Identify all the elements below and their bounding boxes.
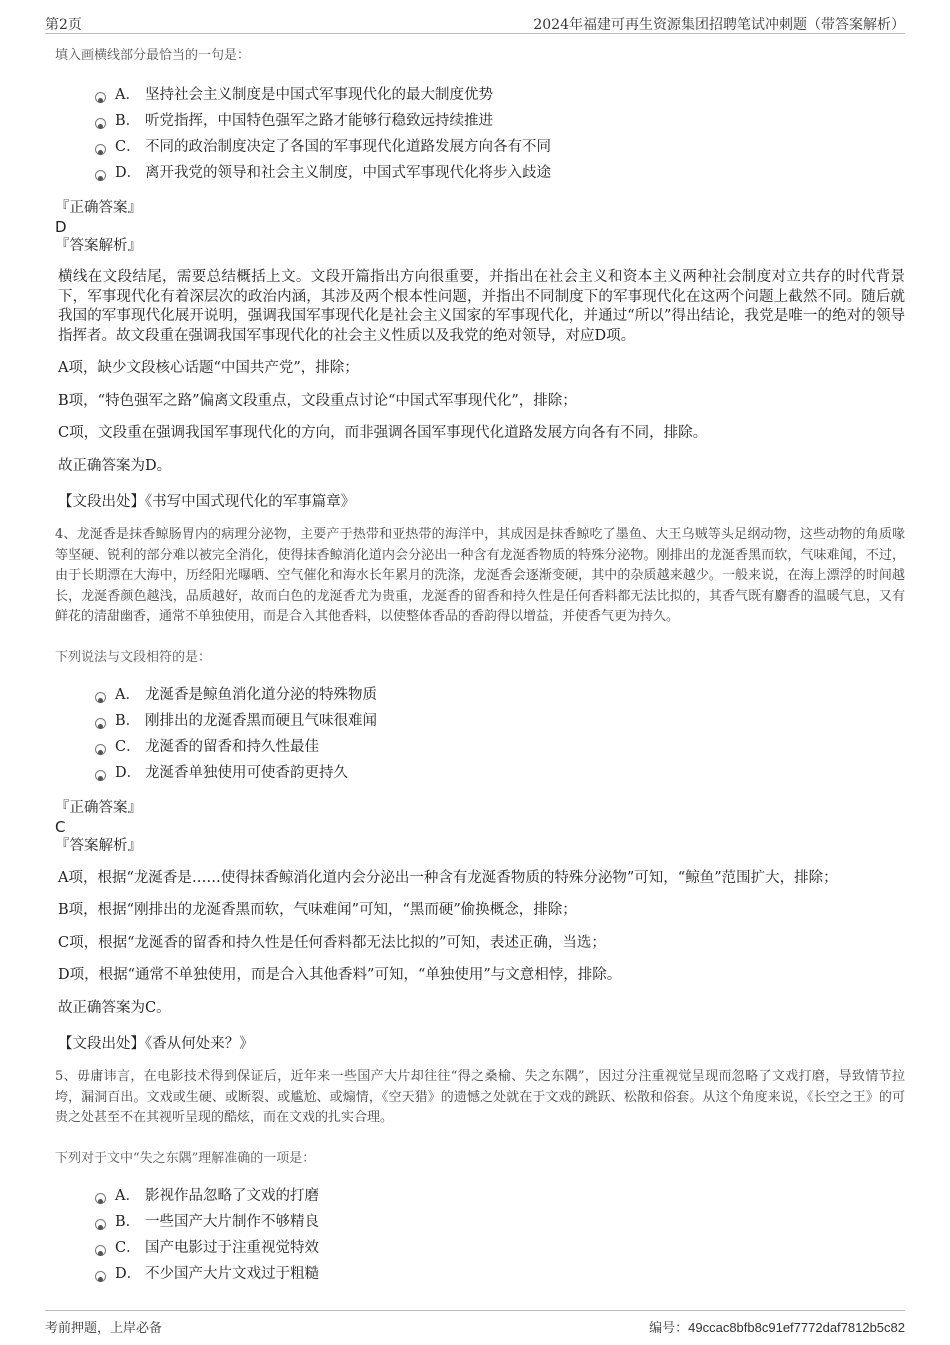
footer-slogan: 考前押题，上岸必备: [45, 1321, 163, 1336]
page-number: 第2页: [45, 17, 82, 33]
option-text: 龙涎香是鲸鱼消化道分泌的特殊物质: [145, 686, 377, 703]
option-text: 龙涎香单独使用可使香韵更持久: [145, 764, 348, 781]
option-letter: C．: [115, 738, 141, 755]
question-text: 4、龙涎香是抹香鲸肠胃内的病理分泌物，主要产于热带和亚热带的海洋中，其成因是抹香鲸吃了墨鱼、大王乌贼等头足纲动物，这些动物的角质喙等坚硬、锐利的部分难以被完全消化，使得抹香鲸消化道内会分泌出一种含有龙涎香物质的特殊分泌物。刚排出的龙涎香黑而软，气味难闻，不过，由于长期漂在大海中，历经阳光曝晒、空气催化和海水长年累月的洗涤，龙涎香会逐渐变硬，其中的杂质越来越少。一般来说，在海上漂浮的时间越长，龙涎香颜色越浅，品质越好，故而白色的龙涎香尤为贵重，龙涎香的留香和持久性是任何香料都无法比拟的，其香气既有麝香的温暖气息，又有鲜花的清甜幽香，通常不单独使用，而是合入其他香料，以使整体香品的香韵得以增益，并使香气更为持久。: [55, 527, 905, 624]
source-citation: 【文段出处】《书写中国式现代化的军事篇章》: [58, 494, 356, 510]
answer-value: D: [55, 218, 67, 236]
analysis-paragraph: C项，文段重在强调我国军事现代化的方向，而非强调各国军事现代化道路发展方向各有不同，排除。: [58, 425, 708, 441]
analysis-paragraph: 故正确答案为D。: [58, 457, 172, 474]
option-letter: D．: [115, 764, 142, 781]
option-text: 龙涎香的留香和持久性最佳: [145, 738, 319, 755]
option-text: 不同的政治制度决定了各国的军事现代化道路发展方向各有不同: [145, 139, 551, 155]
analysis-paragraph: B项，“特色强军之路”偏离文段重点，文段重点讨论“中国式军事现代化”，排除；: [58, 392, 577, 409]
question-text: 5、毋庸讳言，在电影技术得到保证后，近年来一些国产大片却往往“得之桑榆、失之东隅”，因过分注重视觉呈现而忽略了文戏打磨，导致情节拉垮，漏洞百出。文戏或生硬、或断裂、或尴尬、或煽情，《空天猎》的遗憾之处就在于文戏的跳跃、松散和俗套。从这个角度来说，《长空之王》的可贵之处甚至不在其视听呈现的酷炫，而在文戏的扎实合理。: [55, 1069, 905, 1125]
page-content: [55, 44, 905, 1300]
source-citation: 【文段出处】《香从何处来？》: [58, 1036, 254, 1052]
option-text: 刚排出的龙涎香黑而硬且气味很难闻: [145, 712, 377, 729]
option-text: 坚持社会主义制度是中国式军事现代化的最大制度优势: [145, 87, 493, 103]
radio-icon[interactable]: [95, 144, 106, 155]
option-text: 国产电影过于注重视觉特效: [145, 1239, 319, 1256]
document-code: [649, 1317, 905, 1336]
option-letter: B．: [115, 1213, 141, 1230]
question-prompt: 下列对于文中“失之东隅”理解准确的一项是：: [55, 1150, 316, 1166]
option-text: 影视作品忽略了文戏的打磨: [145, 1187, 319, 1204]
option-text: 听党指挥，中国特色强军之路才能够行稳致远持续推进: [145, 113, 493, 129]
answer-value: C: [55, 817, 66, 836]
answer-tag: 『正确答案』: [55, 200, 142, 216]
code-label: 编号：: [649, 1321, 689, 1336]
option-letter: B．: [115, 113, 141, 129]
option-c[interactable]: [95, 1238, 905, 1264]
option-letter: A．: [115, 686, 140, 703]
analysis-paragraph: C项，根据“龙涎香的留香和持久性是任何香料都无法比拟的”可知，表述正确，当选；: [58, 934, 606, 951]
radio-icon[interactable]: [95, 170, 106, 181]
analysis-paragraph: 横线在文段结尾，需要总结概括上文。文段开篇指出方向很重要，并指出在社会主义和资本主义两种社会制度对立共存的时代背景下，军事现代化有着深层次的政治内涵，其涉及两个根本性问题，并指出不同制度下的军事现代化在这两个问题上截然不同。随后就我国的军事现代化展开说明，强调我国军事现代化是社会主义国家的军事现代化，并通过“所以”得出结论，我党是唯一的绝对的领导指挥者。故文段重在强调我国军事现代化的社会主义性质以及我党的绝对领导，对应D项。: [58, 269, 905, 344]
radio-icon[interactable]: [95, 1245, 106, 1256]
option-letter: C．: [115, 1239, 141, 1256]
page-footer: [45, 1310, 905, 1334]
radio-icon[interactable]: [95, 1219, 106, 1230]
radio-icon[interactable]: [95, 92, 106, 103]
option-b[interactable]: [95, 111, 905, 137]
analysis-paragraph: A项，根据“龙涎香是……使得抹香鲸消化道内会分泌出一种含有龙涎香物质的特殊分泌物”可知，“鲸鱼”范围扩大，排除；: [58, 869, 838, 886]
document-title: 2024年福建可再生资源集团招聘笔试冲刺题（带答案解析）: [533, 17, 905, 33]
option-a[interactable]: [95, 1186, 905, 1212]
option-list: [95, 85, 905, 189]
radio-icon[interactable]: [95, 1271, 106, 1282]
radio-icon[interactable]: [95, 118, 106, 129]
option-d[interactable]: [95, 1264, 905, 1290]
option-letter: D．: [115, 1265, 142, 1282]
option-d[interactable]: [95, 763, 905, 789]
option-d[interactable]: [95, 163, 905, 189]
option-b[interactable]: [95, 1212, 905, 1238]
option-list: [95, 1186, 905, 1290]
analysis-paragraph: A项，缺少文段核心话题“中国共产党”，排除；: [58, 360, 359, 376]
option-a[interactable]: [95, 85, 905, 111]
option-text: 一些国产大片制作不够精良: [145, 1213, 319, 1230]
analysis-tag: 『答案解析』: [55, 837, 142, 854]
question-prompt: 下列说法与文段相符的是：: [55, 649, 212, 665]
option-text: 离开我党的领导和社会主义制度，中国式军事现代化将步入歧途: [145, 165, 551, 181]
option-b[interactable]: [95, 711, 905, 737]
option-list: [95, 685, 905, 789]
radio-icon[interactable]: [95, 718, 106, 729]
code-value: 49ccac8bfb8c91ef7772daf7812b5c82: [688, 1320, 905, 1335]
analysis-paragraph: D项，根据“通常不单独使用，而是合入其他香料”可知，“单独使用”与文意相悖，排除。: [58, 967, 622, 983]
option-a[interactable]: [95, 685, 905, 711]
question-prompt: 填入画横线部分最恰当的一句是：: [55, 48, 251, 63]
analysis-paragraph: 故正确答案为C。: [58, 999, 171, 1016]
analysis-tag: 『答案解析』: [55, 238, 142, 254]
option-letter: A．: [115, 87, 140, 103]
option-letter: C．: [115, 139, 141, 155]
radio-icon[interactable]: [95, 692, 106, 703]
radio-icon[interactable]: [95, 1193, 106, 1204]
option-letter: A．: [115, 1187, 140, 1204]
radio-icon[interactable]: [95, 744, 106, 755]
option-text: 不少国产大片文戏过于粗糙: [145, 1265, 319, 1282]
answer-tag: 『正确答案』: [55, 799, 142, 816]
option-letter: B．: [115, 712, 141, 729]
analysis-paragraph: B项，根据“刚排出的龙涎香黑而软，气味难闻”可知，“黑而硬”偷换概念，排除；: [58, 902, 577, 918]
page-header: [45, 12, 905, 34]
option-c[interactable]: [95, 137, 905, 163]
option-letter: D．: [115, 165, 142, 181]
radio-icon[interactable]: [95, 770, 106, 781]
option-c[interactable]: [95, 737, 905, 763]
